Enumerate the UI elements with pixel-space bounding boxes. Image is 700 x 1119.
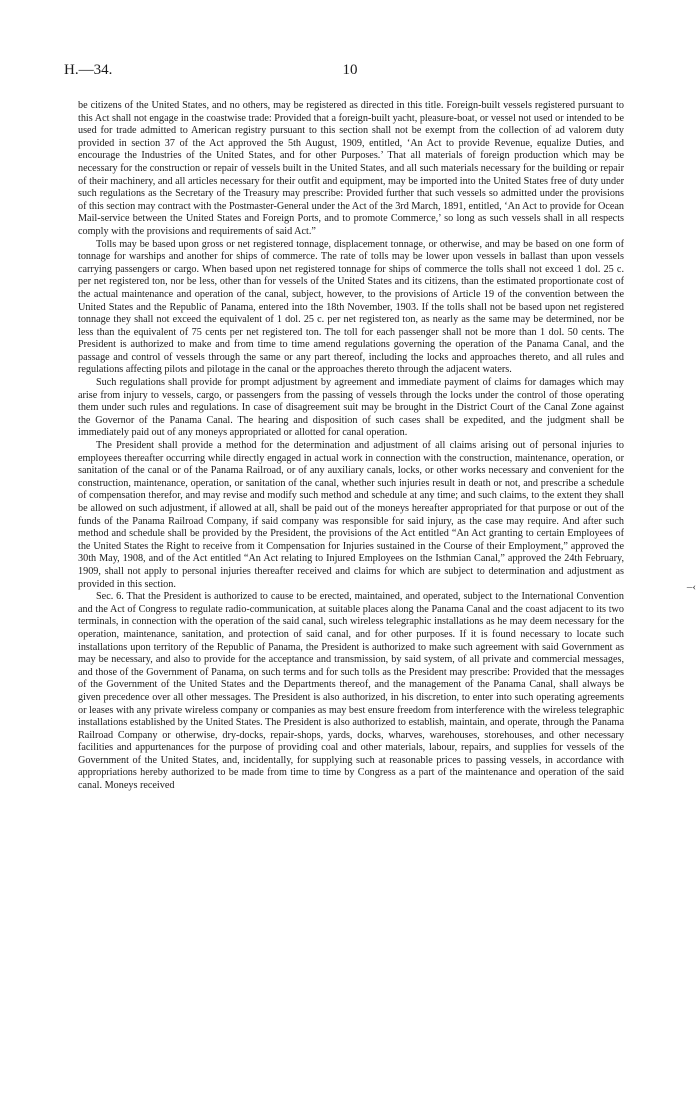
page-body bbox=[78, 100, 624, 793]
paragraph: The President shall provide a method for the determination and adjustment of all claims arising out of personal injuries to employees thereafter occurring while directly engaged in actual work in connection with the construction, maintenance, operation, or sanitation of the canal or of the Panama Railroad, or of any auxiliary canals, locks, or other works necessary and convenient for the construction, maintenance, operation, or sanitation of the canal, whether such injuries result in death or not, and prescribe a schedule of compensation therefor, and may revise and modify such method and schedule at any time; and such claims, to the extent they shall be allowed on such adjustment, if allowed at all, shall be paid out of the moneys hereafter appropriated for that purpose or out of the funds of the Panama Railroad Company, if said company was responsible for said injury, as the case may require. And after such method and schedule shall be provided by the President, the provisions of the Act entitled “An Act granting to certain Employees of the United States the Right to receive from it Compensation for Injuries sustained in the Course of their Employment,” approved the 30th May, 1908, and of the Act entitled “An Act relating to Injured Employees on the Isthmian Canal,” approved the 24th February, 1909, shall not apply to personal injuries thereafter received and claims for which are subject to determination and adjustment as provided in this section. bbox=[78, 440, 624, 590]
paragraph: Tolls may be based upon gross or net registered tonnage, displacement tonnage, or otherwise, and may be based on one form of tonnage for warships and another for ships of commerce. The rate of tolls may be lower upon vessels in ballast than upon vessels carrying passengers or cargo. When based upon net registered tonnage for ships of commerce the tolls shall not exceed 1 dol. 25 c. per net registered ton, nor be less, other than for vessels of the United States and its citizens, than the estimated proportionate cost of the actual maintenance and operation of the canal, subject, however, to the provisions of Article 19 of the convention between the United States and the Republic of Panama, entered into the 18th November, 1903. If the tolls shall not be based upon net registered tonnage they shall not exceed the equivalent of 1 dol. 25 c. per net registered ton, as nearly as the same may be determined, nor be less than the equivalent of 75 cents per net registered ton. The toll for each passenger shall not be more than 1 dol. 50 cents. The President is authorized to make and from time to time amend regulations governing the operation of the Panama Canal, and the passage and control of vessels through the same or any part thereof, including the locks and approaches thereto, and all rules and regulations affecting pilots and pilotage in the canal or the approaches thereto through the adjacent waters. bbox=[78, 238, 624, 376]
paragraph: Such regulations shall provide for prompt adjustment by agreement and immediate payment of claims for damages which may arise from injury to vessels, cargo, or passengers from the passing of vessels through the locks under the control of those operating them under such rules and regulations. In case of disagreement suit may be brought in the District Court of the Canal Zone against the Governor of the Panama Canal. The hearing and disposition of such cases shall be expedited, and the judgment shall be immediately paid out of any moneys appropriated or allotted for canal operation. bbox=[78, 377, 624, 439]
paragraph: be citizens of the United States, and no others, may be registered as directed in this title. Foreign-built vessels registered pursuant to this Act shall not engage in the coastwise trade: Provided that a foreign-built yacht, pleasure-boat, or vessel not used or intended to be used for trade admitted to American registry pursuant to this section shall not be exempt from the collection of ad valorem duty provided in section 37 of the Act approved the 5th August, 1909, entitled, ‘An Act to provide Revenue, equalize Duties, and encourage the Industries of the United States, and for other Purposes.’ That all materials of foreign production which may be necessary for the construction or repair of vessels built in the United States, and all such materials necessary for the building or repair of their machinery, and all articles necessary for their outfit and equipment, may be imported into the United States free of duty under such regulations as the Secretary of the Treasury may prescribe: Provided further that such vessels so admitted under the provisions of this section may contract with the Postmaster-General under the Act of the 3rd March, 1891, entitled, ‘An Act to provide for Ocean Mail-service between the United States and Foreign Ports, and to promote Commerce,’ so long as such vessels shall in all respects comply with the provisions and requirements of said Act.” bbox=[78, 100, 624, 237]
margin-mark: –‹ bbox=[686, 581, 696, 593]
page-number: 10 bbox=[342, 62, 358, 78]
paragraph: Sec. 6. That the President is authorized to cause to be erected, maintained, and operated, subject to the International Convention and the Act of Congress to regulate radio-communication, at suitable places along the Panama Canal and the coast adjacent to its two terminals, in connection with the operation of the said canal, such wireless telegraphic installations as he may deem necessary for the operation, maintenance, sanitation, and protection of said canal, and for other purposes. If it is found necessary to locate such installations upon territory of the Republic of Panama, the President is authorized to make such agreement with said Government as may be necessary, and also to provide for the acceptance and transmission, by said system, of all private and commercial messages, and those of the Government of Panama, on such terms and for such tolls as the President may prescribe: Provided that the messages of the Government of the United States and the Departments thereof, and the management of the Panama Canal, shall always be given precedence over all other messages. The President is also authorized, in his discretion, to enter into such operating agreements or leases with any private wireless company or companies as may best ensure freedom from interference with the wireless telegraphic installations established by the United States. The President is also authorized to establish, maintain, and operate, through the Panama Railroad Company or otherwise, dry-docks, repair-shops, yards, docks, wharves, warehouses, storehouses, and other necessary facilities and appurtenances for the purpose of providing coal and other materials, labour, repairs, and supplies for vessels of the Government of the United States, and, incidentally, for supplying such at reasonable prices to passing vessels, in accordance with appropriations hereby authorized to be made from time to time by Congress as a part of the maintenance and operation of the said canal. Moneys received bbox=[78, 591, 624, 792]
page-header bbox=[64, 62, 636, 84]
document-reference: H.—34. bbox=[64, 62, 113, 78]
